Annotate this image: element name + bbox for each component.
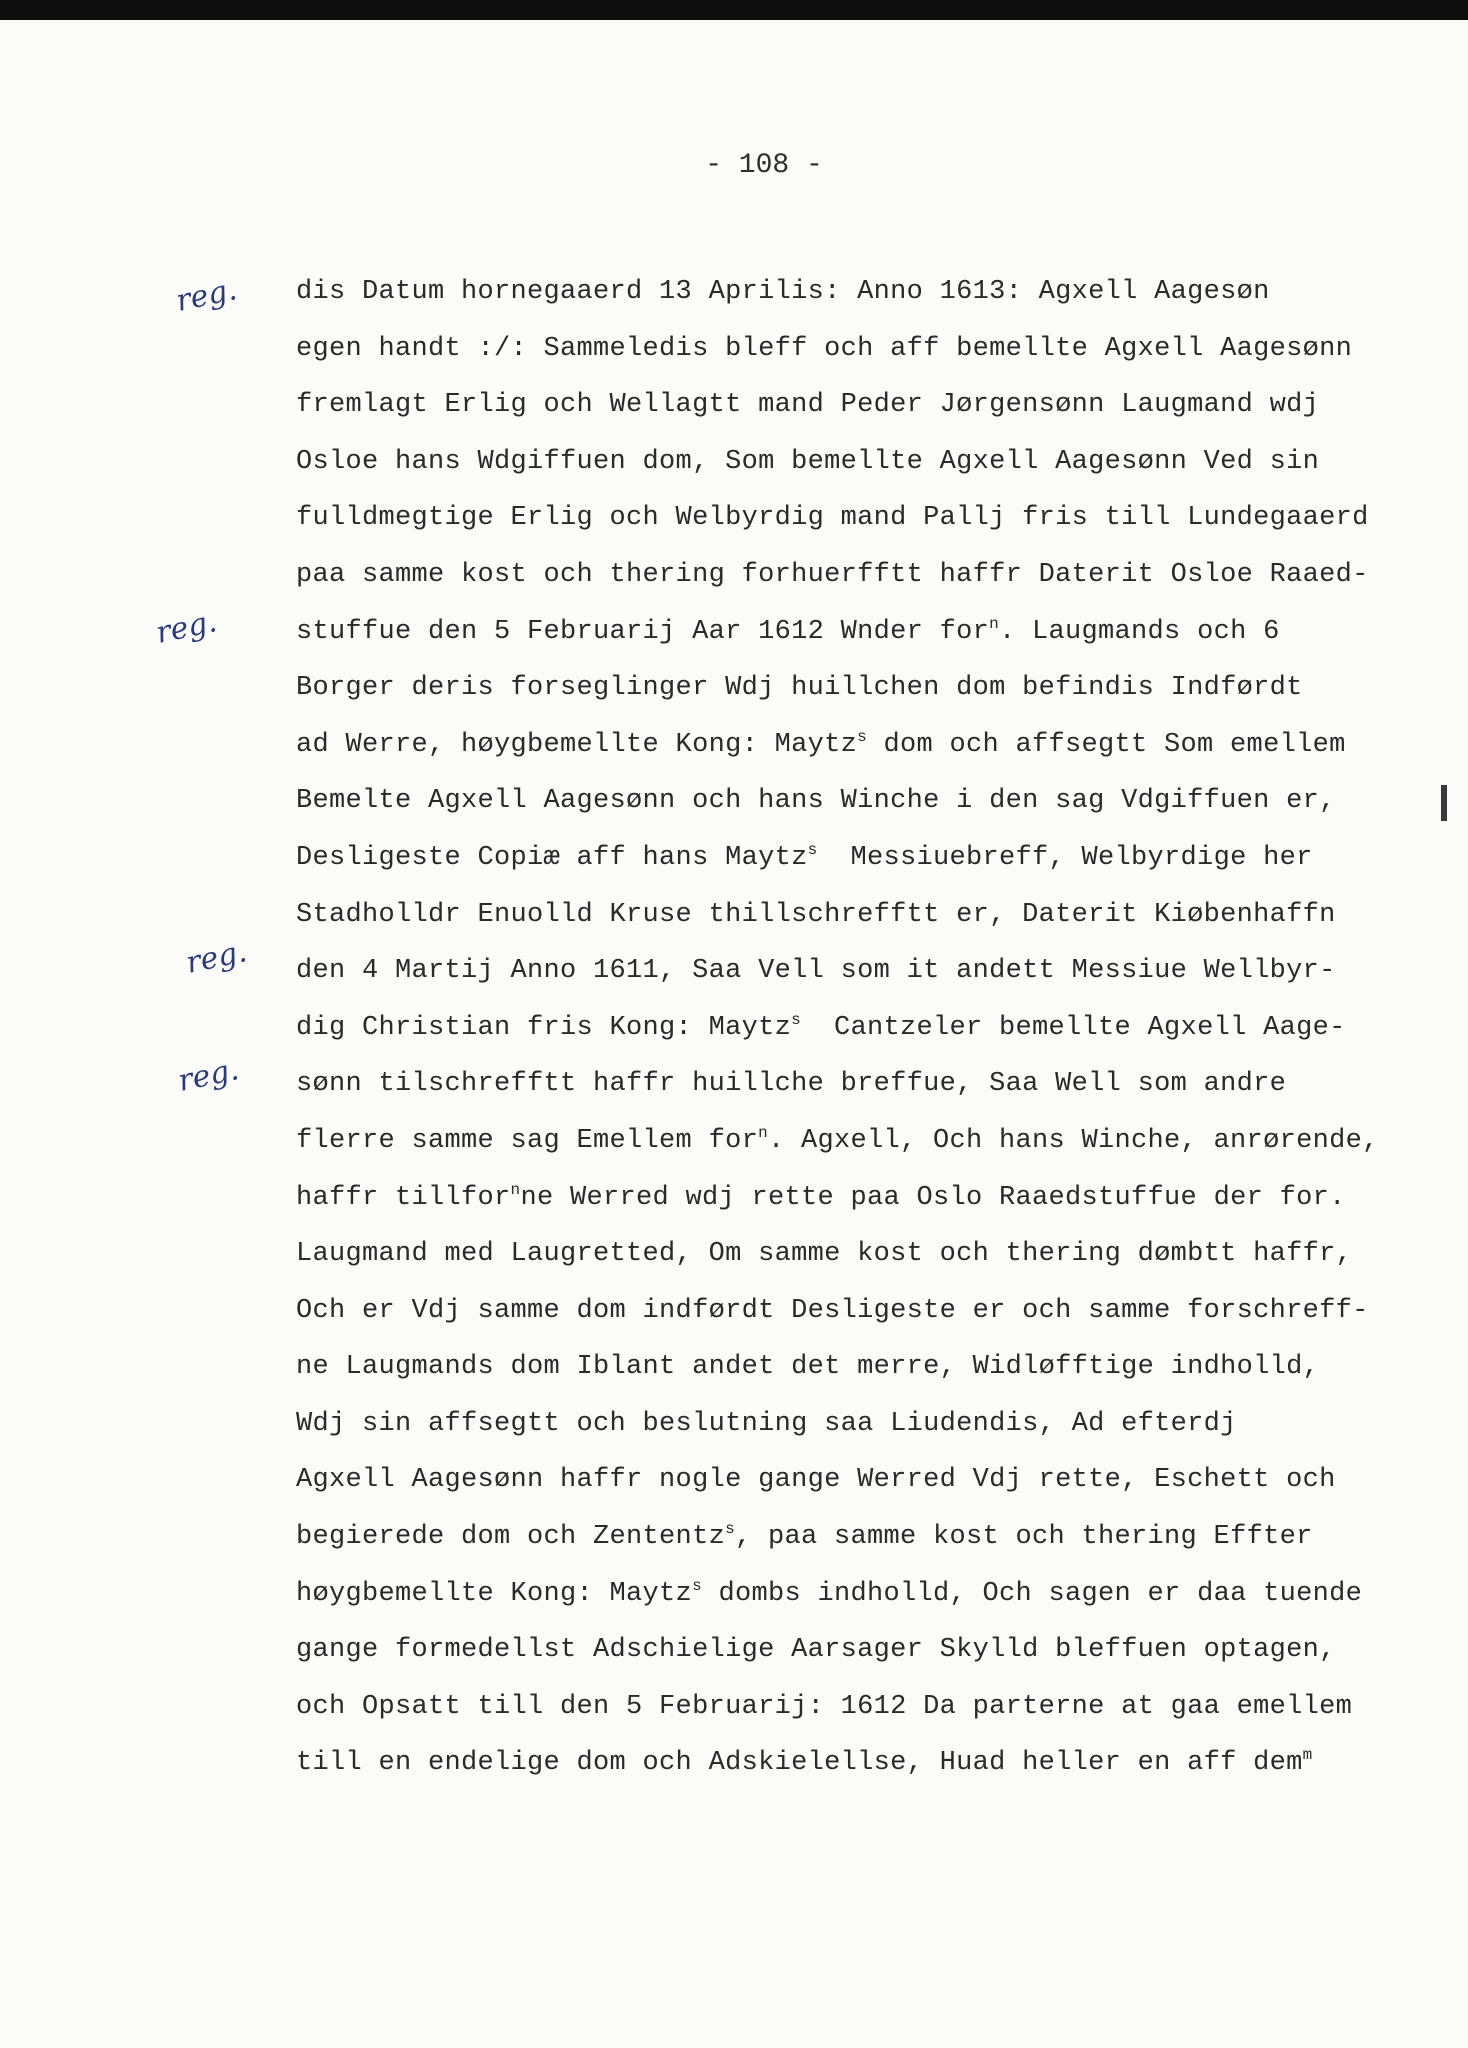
text-line: fremlagt Erlig och Wellagtt mand Peder Jørgensønn Laugmand wdj xyxy=(296,390,1320,421)
text-line: den 4 Martij Anno 1611, Saa Vell som it andett Messiue Wellbyr- xyxy=(296,956,1336,987)
text-line: egen handt :/: Sammeledis bleff och aff bemellte Agxell Aagesønn xyxy=(296,333,1353,364)
superscript-abbreviation: n xyxy=(989,614,1000,633)
scan-top-border xyxy=(0,0,1468,20)
text-line: Stadholldr Enuolld Kruse thillschrefftt er, Daterit Kiøbenhaffn xyxy=(296,899,1336,930)
superscript-abbreviation: s xyxy=(857,727,867,746)
superscript-abbreviation: s xyxy=(725,1520,735,1539)
superscript-abbreviation: n xyxy=(758,1123,768,1142)
text-line: Borger deris forseglinger Wdj huillchen dom befindis Indførdt xyxy=(296,673,1303,704)
text-line: haffr tillfor$^n$ne Werred wdj rette paa Oslo Raaedstuffue der for. xyxy=(296,1180,1346,1213)
superscript-abbreviation: m xyxy=(1302,1746,1313,1765)
text-line: paa samme kost och thering forhuerfftt haffr Daterit Osloe Raaed- xyxy=(296,559,1369,590)
text-line: fulldmegtige Erlig och Welbyrdig mand Pallj fris till Lundegaaerd xyxy=(296,503,1369,534)
text-line: Laugmand med Laugretted, Om samme kost och thering dømbtt haffr, xyxy=(296,1239,1353,1270)
text-line: Och er Vdj samme dom indførdt Desligeste er och samme forschreff- xyxy=(296,1295,1369,1326)
margin-note-reg: reg. xyxy=(153,604,220,651)
superscript-abbreviation: n xyxy=(510,1180,521,1199)
text-line: flerre samme sag Emellem for$^n$. Agxell, Och hans Winche, anrørende, xyxy=(296,1123,1379,1156)
superscript-abbreviation: s xyxy=(791,1010,801,1029)
text-line: Osloe hans Wdgiffuen dom, Som bemellte Agxell Aagesønn Ved sin xyxy=(296,446,1320,477)
text-line: till en endelige dom och Adskielellse, Huad heller en aff dem$^m$ xyxy=(296,1746,1313,1779)
text-line: begierede dom och Zententz$^s$, paa samme kost och thering Effter xyxy=(296,1520,1313,1553)
text-line: Agxell Aagesønn haffr nogle gange Werred Vdj rette, Eschett och xyxy=(296,1465,1336,1496)
text-line: ad Werre, høygbemellte Kong: Maytz$^s$ dom och affsegtt Som emellem xyxy=(296,727,1346,760)
text-line: gange formedellst Adschielige Aarsager Skylld bleffuen optagen, xyxy=(296,1635,1336,1666)
text-line: Wdj sin affsegtt och beslutning saa Liudendis, Ad efterdj xyxy=(296,1408,1237,1439)
text-line: Desligeste Copiæ aff hans Maytz$^s$ Messiuebreff, Welbyrdige her xyxy=(296,840,1313,873)
superscript-abbreviation: s xyxy=(692,1576,702,1595)
margin-note-reg: reg. xyxy=(183,934,250,981)
text-line: høygbemellte Kong: Maytz$^s$ dombs indholld, Och sagen er daa tuende xyxy=(296,1576,1363,1609)
superscript-abbreviation: s xyxy=(807,840,818,859)
page-number: - 108 - xyxy=(705,150,823,181)
text-line: ne Laugmands dom Iblant andet det merre, Widløfftige indholld, xyxy=(296,1352,1320,1383)
text-line: stuffue den 5 Februarij Aar 1612 Wnder for$^n$. Laugmands och 6 xyxy=(296,614,1280,647)
text-line: dis Datum hornegaaerd 13 Aprilis: Anno 1613: Agxell Aagesøn xyxy=(296,277,1270,307)
text-line: och Opsatt till den 5 Februarij: 1612 Da parterne at gaa emellem xyxy=(296,1691,1353,1722)
text-line: Bemelte Agxell Aagesønn och hans Winche i den sag Vdgiffuen er, xyxy=(296,786,1336,817)
margin-note-reg: reg. xyxy=(173,272,240,319)
document-body xyxy=(296,264,1446,1792)
text-line: dig Christian fris Kong: Maytz$^s$ Cantzeler bemellte Agxell Aage- xyxy=(296,1010,1346,1043)
text-line: sønn tilschrefftt haffr huillche breffue, Saa Well som andre xyxy=(296,1069,1287,1100)
margin-note-reg: reg. xyxy=(175,1052,242,1099)
